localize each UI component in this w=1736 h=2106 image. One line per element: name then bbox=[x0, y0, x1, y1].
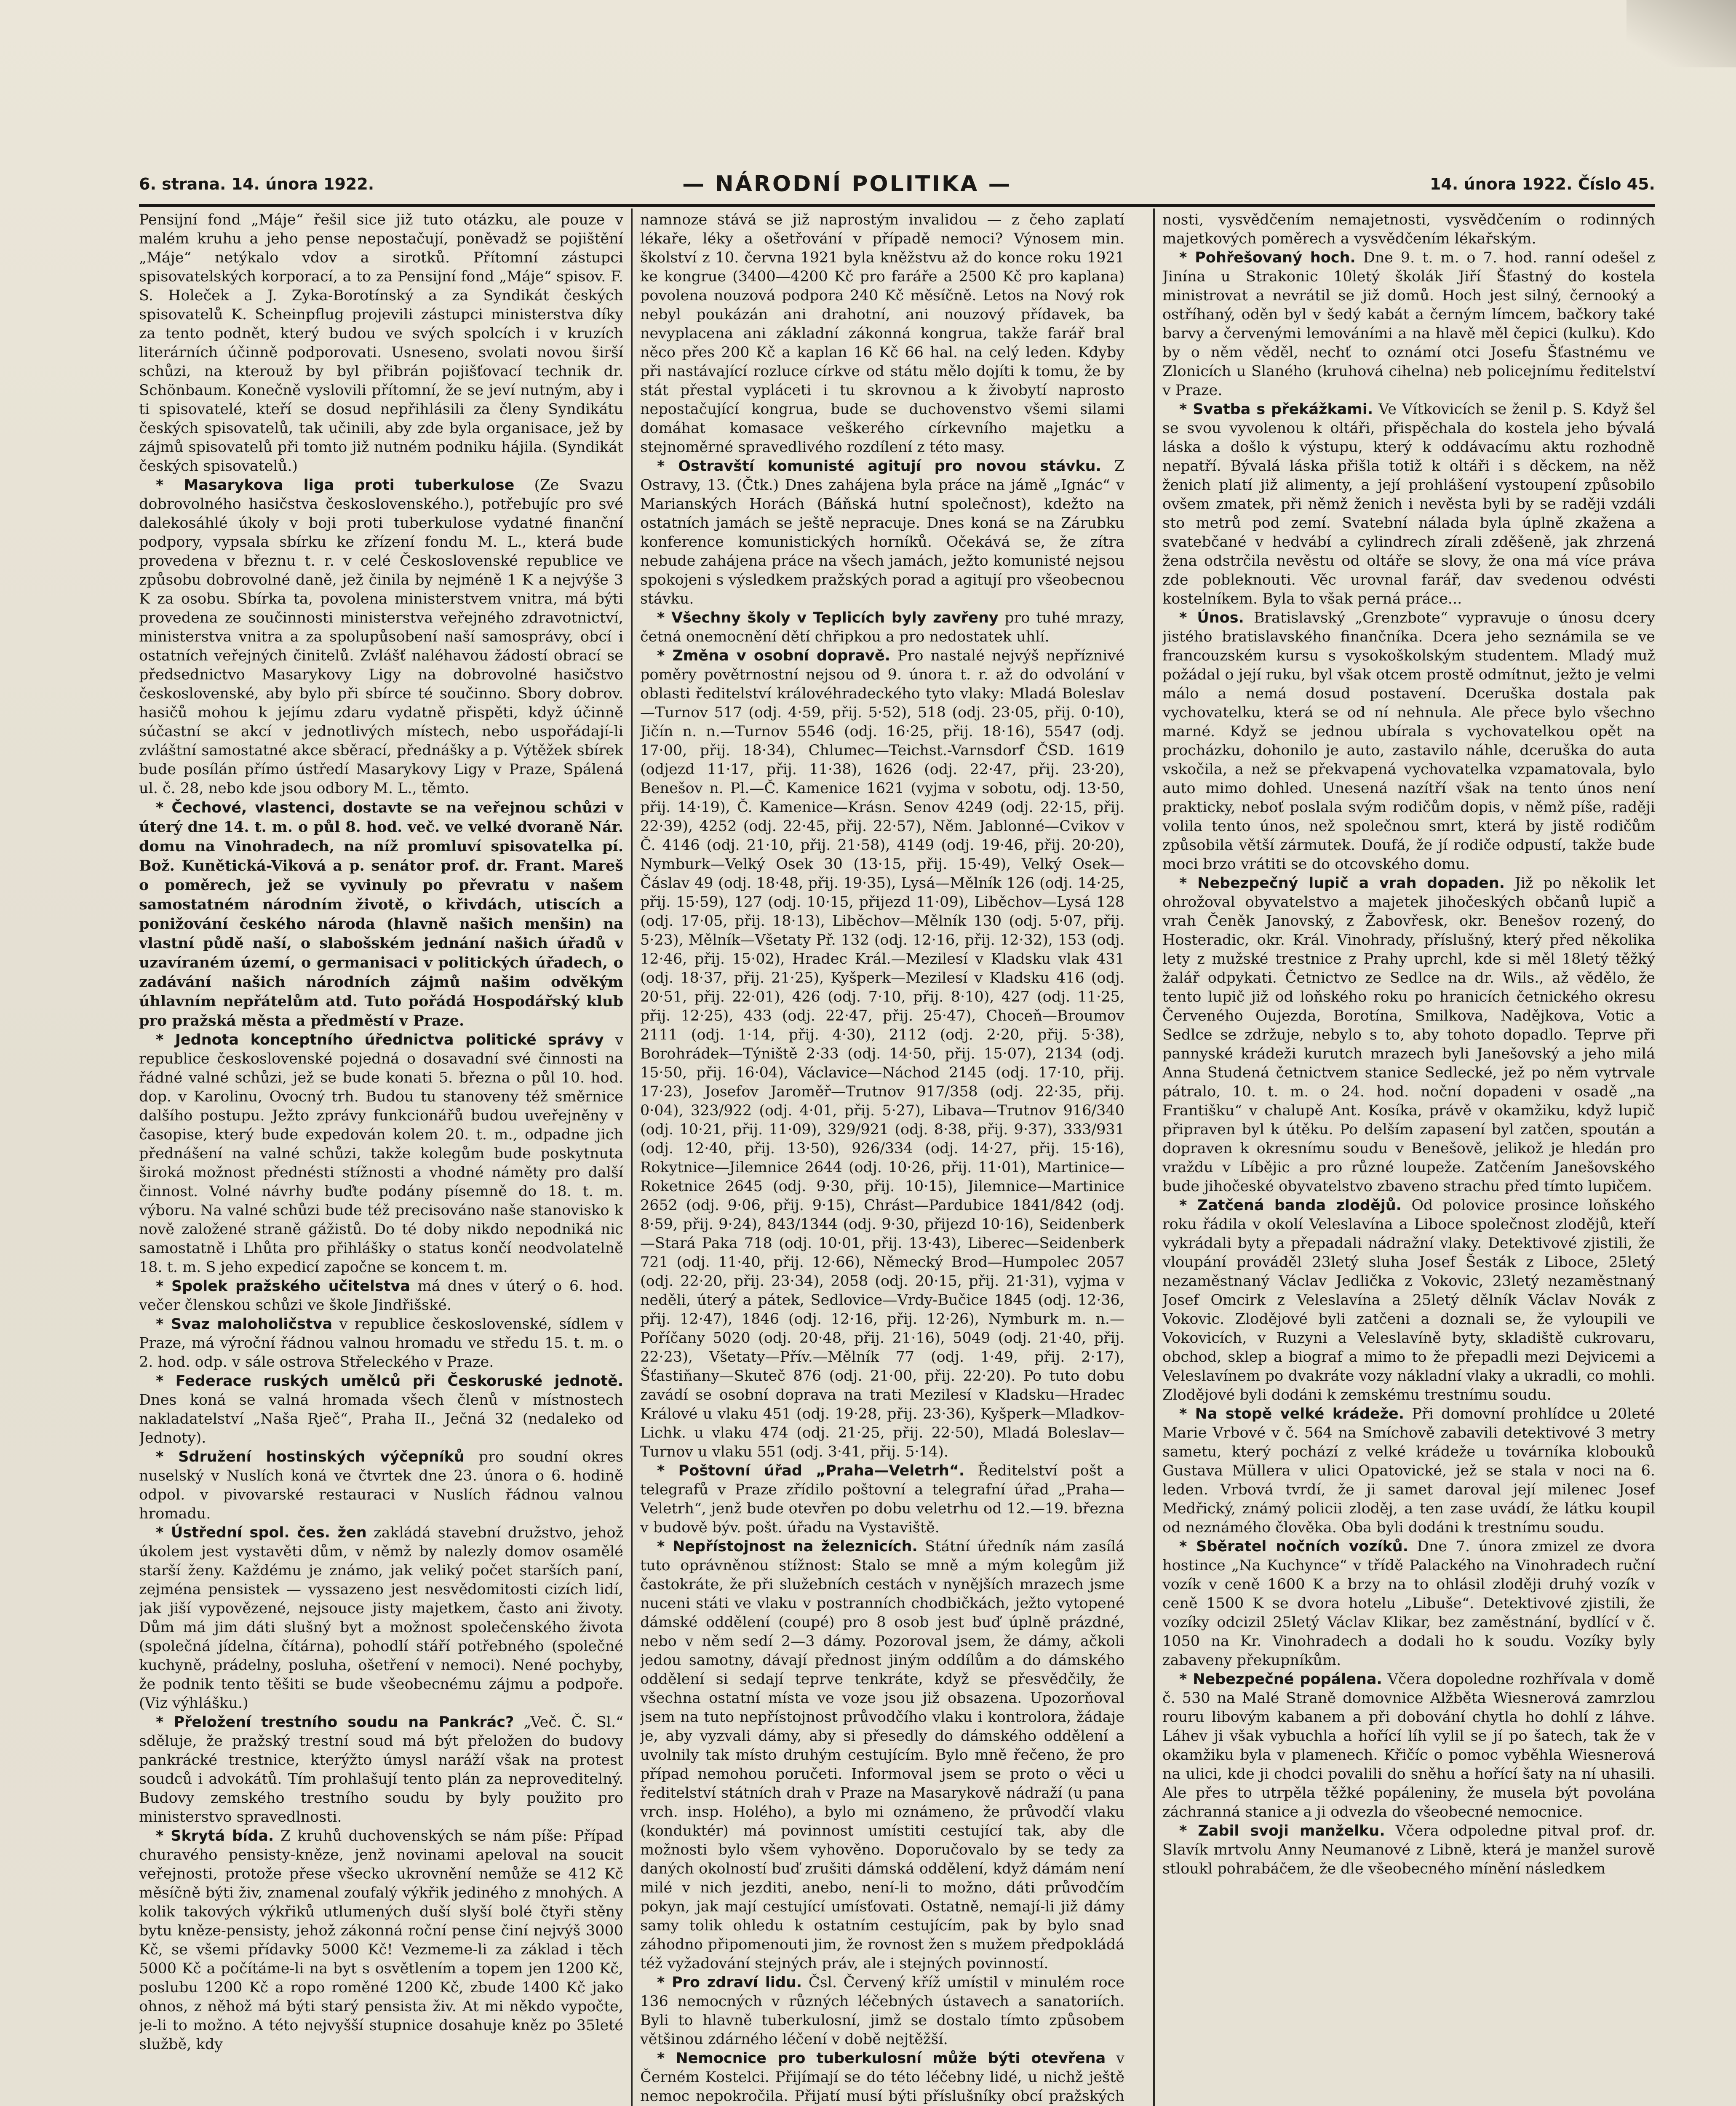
column-1 bbox=[139, 211, 623, 2106]
article-body: dostavte se na veřejnou schůzi v úterý dne 14. t. m. o půl 8. hod. več. ve velké dvoraně Nár. domu na Vinohradech, na níž promluví spisovatelka pí. Bož. Kunětická-Viková a p. senátor prof. dr. Frant. Mareš o poměrech, jež se vyvinuly po převratu v našem samostatném národním životě, o křivdách, utiscích a ponižování českého národa (hlavně našich menšin) na vlastní půdě naší, o slabošském jednání našich úřadů v uzavíraném území, o germanisaci v politických úřadech, o zadávání našich národních zájmů našim odvěkým úhlavním nepřátelům atd. Tuto pořádá Hospodářský klub pro pražská města a předměstí v Praze. bbox=[139, 799, 623, 1029]
article-skryta-bida bbox=[139, 1827, 623, 2054]
article-body: pro tuhé mrazy, četná onemocnění dětí chřipkou a pro nedostatek uhlí. bbox=[640, 609, 1124, 645]
article-heading: * Sběratel nočních vozíků. bbox=[1179, 1538, 1408, 1555]
article-spolek-ucitelstva bbox=[139, 1277, 623, 1315]
article-body: v republice československé pojedná o dosavadní své činnosti na řádné valné schůzi, jež se bude konati 5. března o půl 10. hod. dop. v Karolinu, Ovocný trh. Budou tu stanoveny též směrnice dalšího postupu. Ježto zprávy funkcionářů budou uveřejněny v časopise, který bude expedován kolem 20. t. m., odpadne jich přednášení na valné schůzi, takže kolegům bude poskytnuta široká možnost přednésti stížnosti a vhodné náměty pro další činnost. Volné návrhy buďte podány písemně do 18. t. m. výboru. Na valné schůzi bude též precisováno naše stanovisko k nově založené straně gážistů. Do té doby nikdo nepodniká nic samostatně i Lhůta pro přihlášky o status končí neodvolatelně 18. t. m. S jeho expedicí započne se koncem t. m. bbox=[139, 1032, 623, 1276]
column-divider bbox=[1153, 208, 1155, 2106]
newspaper-title: — NÁRODNÍ POLITIKA — bbox=[682, 171, 1012, 197]
article-heading: * Nebezpečné popálena. bbox=[1179, 1671, 1382, 1688]
article-body: (Ze Svazu dobrovolného hasičstva československého.), potřebujíc pro své dalekosáhlé úkoly v boji proti tuberkulose vydatné finanční podpory, vypsala sbírku ke zřízení fondu M. L., která bude provedena v březnu t. r. v celé Československé republice ve způsobu dobrovolné daně, jež činila by nejméně 1 K a nejvýše 3 K za osobu. Sbírka ta, povolena ministerstvem vnitra, má býti provedena ze součinnosti ministerstva veřejného zdravotnictví, ministerstva vnitra a za spolupůsobení naší samosprávy, obcí i ostatních veřejných činitelů. Zvlášť naléhavou žádostí obrací se předsednictvo Masarykovy Ligy na dobrovolné hasičstvo československé, aby bylo při sbírce té součinno. Sbory dobrov. hasičů mohou k jejímu zdaru vydatně přispěti, když účinně súčastní se akcí v jednotlivých místech, nebo uspořádají-li zvláštní samostatné akce sběrací, přednášky a p. Výtěžek sbírek bude posílán přímo ústředí Masarykovy Ligy v Praze, Spálená ul. č. 28, nebo kde jsou odbory M. L., těmto. bbox=[139, 477, 623, 797]
page-label: 6. strana. 14. února 1922. bbox=[139, 175, 374, 193]
article-heading: * Nepřístojnost na železnicích. bbox=[657, 1538, 918, 1555]
article-svatba bbox=[1162, 400, 1655, 609]
article-body: „Več. Č. Sl.“ sděluje, že pražský trestní soud má být přeložen do budovy pankrácké trestnice, kterýžto úmysl naráží však na protest soudců i advokátů. Tím prohlašují tento plán za neproveditelný. Budovy zemského trestního soudu by byly použito pro ministerstvo spravedlnosti. bbox=[139, 1714, 623, 1825]
issue-date: 14. února 1922. Číslo 45. bbox=[1429, 175, 1655, 193]
article-ostravsti-komuniste bbox=[640, 457, 1124, 609]
article-heading: * Poštovní úřad „Praha—Veletrh“. bbox=[657, 1462, 965, 1479]
article-jednota-konceptniho bbox=[139, 1031, 623, 1277]
article-heading: * Spolek pražského učitelstva bbox=[156, 1278, 410, 1295]
page-fold-corner bbox=[1626, 0, 1736, 67]
article-continuation: nosti, vysvědčením nemajetnosti, vysvědčením o rodinných majetkových poměrech a vysvědčením lékařským. bbox=[1162, 211, 1655, 247]
article-body: pro soudní okres nuselský v Nuslích koná ve čtvrtek dne 23. února o 6. hodině odpol. v pivovarské restauraci v Nuslích řádnou valnou hromadu. bbox=[139, 1449, 623, 1522]
article-postovni-urad bbox=[640, 1462, 1124, 1537]
article-lupic-dopaden bbox=[1162, 874, 1655, 1196]
header-rule bbox=[139, 204, 1655, 207]
article-cechove-vlastenci bbox=[139, 798, 623, 1031]
article-body: Od polovice prosince loňského roku řádila v okolí Veleslavína a Liboce společnost zlodějů, kteří vykrádali byty a přepadali nádražní vlaky. Detektivové zjistili, že vloupání prováděl 23letý sluha Josef Šesták z Liboce, 25letý nezaměstnaný Václav Jedlička z Vokovic, 23letý nezaměstnaný Josef Omcirk z Veleslavína a 25letý dělník Václav Novák z Vokovic. Zlodějové byli zatčeni a doznali se, že vyloupili ve Vokovicích, v Ruzyni a Veleslavíně byty, skladiště cukrovaru, obchod, sklep a biograf a mimo to že přepadli mezi Dejvicemi a Veleslavínem po dvakráte vozy nákladní vlaky a ukradli, co mohli. Zlodějové byli dodáni k zemskému trestnímu soudu. bbox=[1162, 1197, 1655, 1403]
article-heading: * Pro zdraví lidu. bbox=[657, 1974, 802, 1991]
article-unos bbox=[1162, 609, 1655, 874]
article-body: Pro nastalé nejvýš nepříznivé poměry povětrnostní nejsou od 9. února t. r. až do odvolání v oblasti ředitelství královéhradeckého tyto vlaky: Mladá Boleslav—Turnov 517 (odj. 4·59, přij. 5·52), 518 (odj. 23·05, přij. 0·10), Jičín n. n.—Turnov 5546 (odj. 16·25, přij. 18·16), 5547 (odj. 17·00, přij. 18·34), Chlumec—Teichst.-Varnsdorf ČSD. 1619 (odjezd 11·17, přij. 11·38), 1626 (odj. 22·47, přij. 23·20), Benešov n. Pl.—Č. Kamenice 1621 (vyjma v sobotu, odj. 13·50, přij. 14·19), Č. Kamenice—Krásn. Senov 4249 (odj. 22·15, přij. 22·39), 4252 (odj. 22·45, přij. 22·57), Něm. Jablonné—Cvikov v Č. 4146 (odj. 21·10, přij. 21·58), 4149 (odj. 19·46, přij. 20·20), Nymburk—Velký Osek 30 (13·15, přij. 15·49), Velký Osek—Čáslav 49 (odj. 18·48, přij. 19·35), Lysá—Mělník 126 (odj. 14·25, přij. 15·59), 127 (odj. 10·15, přijezd 11·09), Liběchov—Lysá 128 (odj. 17·05, přij. 18·13), Liběchov—Mělník 130 (odj. 5·07, přij. 5·23), Mělník—Všetaty Př. 132 (odj. 12·16, přij. 12·32), 153 (odj. 12·46, přij. 15·02), Hradec Král.—Mezilesí v Kladsku vlak 431 (odj. 18·37, přij. 21·25), Kyšperk—Mezilesí v Kladsku 416 (odj. 20·51, přij. 22·01), 426 (odj. 7·10, přij. 8·10), 427 (odj. 11·25, přij. 12·25), 433 (odj. 22·47, přij. 25·47), Choceň—Broumov 2111 (odj. 1·14, přij. 4·30), 2112 (odj. 2·20, přij. 5·38), Borohrádek—Týniště 2·33 (odj. 14·50, přij. 15·07), 2134 (odj. 15·50, přij. 16·04), Václavice—Náchod 2145 (odj. 17·10, přij. 17·23), Josefov Jaroměř—Trutnov 917/358 (odj. 22·35, přij. 0·04), 323/922 (odj. 4·01, přij. 5·27), Libava—Trutnov 916/340 (odj. 10·21, přij. 11·09), 329/921 (odj. 8·38, přij. 9·37), 333/931 (odj. 12·40, přij. 13·50), 926/334 (odj. 14·27, přij. 15·16), Rokytnice—Jilemnice 2644 (odj. 10·26, přij. 11·01), Martinice—Roketnice 2645 (odj. 9·30, přij. 10·15), Jilemnice—Martinice 2652 (odj. 9·06, přij. 9·15), Chrást—Pardubice 1841/842 (odj. 8·59, přij. 9·24), 843/1344 (odj. 9·30, přijezd 10·16), Seidenberk—Stará Paka 718 (odj. 10·01, přij. 13·43), Liberec—Seidenberk 721 (odj. 11·40, přij. 12·66), Německý Brod—Humpolec 2057 (odj. 22·20, přij. 23·34), 2058 (odj. 20·15, přij. 21·31), vyjma v neděli, úterý a pátek, Sedlovice—Vrdy-Bučice 1845 (odj. 12·36, přij. 12·47), 1846 (odj. 12·16, přij. 12·26), Nymburk m. n.—Poříčany 5020 (odj. 20·48, přij. 21·16), 5049 (odj. 21·40, přij. 22·23), Všetaty—Přív.—Mělník 77 (odj. 1·49, přij. 2·17), Šťastiňany—Skuteč 876 (odj. 21·00, přij. 22·20). Po tuto dobu zavádí se osobní doprava na trati Mezilesí v Kladsku—Hradec Králové u vlaku 451 (odj. 19·28, přij. 23·36), Kyšperk—Mladkov-Lichk. u vlaku 474 (odj. 21·25, přij. 22·50), Mladá Boleslav—Turnov u vlaku 551 (odj. 3·41, přij. 5·14). bbox=[640, 647, 1124, 1460]
article-pro-zdravi-lidu bbox=[640, 1973, 1124, 2049]
article-sberatel-voziku bbox=[1162, 1537, 1655, 1670]
article-body: Čsl. Červený kříž umístil v minulém roce 136 nemocných v různých léčebných ústavech a sanatoriích. Byli to hlavně tuberkulosní, jimž se dostalo tímto způsobem většinou zdárného léčení v době nejtěžší. bbox=[640, 1974, 1124, 2048]
article-zmena-dopravy bbox=[640, 647, 1124, 1462]
article-body: Dne 9. t. m. o 7. hod. ranní odešel z Jinína u Strakonic 10letý školák Jiří Šťastný do kostela ministrovat a nevrátil se již domů. Hoch jest silný, černooký a ostříhaný, oděn byl v šedý kabát a černým límcem, bačkory také barvy a červenými lemováními a na hlavě měl čepici (kulku). Kdo by o něm věděl, nechť to oznámí otci Josefu Šťastnému ve Zlonicích u Slaného (kruhová cihelna) neb policejnímu ředitelství v Praze. bbox=[1162, 249, 1655, 399]
article-svaz-maloholicstva bbox=[139, 1315, 623, 1372]
article-body: v Černém Kostelci. Přijímají se do této léčebny lidé, u nichž ještě nemoc nepokročila. Přijatí musí býti příslušníky obcí pražských bbox=[640, 2050, 1124, 2105]
article-zabil-manzelku bbox=[1162, 1822, 1655, 1879]
article-heading: * Zatčená banda zlodějů. bbox=[1179, 1197, 1402, 1214]
article-heading: * Sdružení hostinských výčepníků bbox=[156, 1449, 465, 1465]
column-divider bbox=[631, 208, 633, 2106]
article-heading: * Ústřední spol. čes. žen bbox=[156, 1524, 367, 1541]
article-heading: * Zabil svoji manželku. bbox=[1179, 1823, 1385, 1839]
article-heading: * Skrytá bída. bbox=[156, 1828, 274, 1844]
article-body: Ředitelství pošt a telegrafů v Praze zřídilo poštovní a telegrafní úřad „Praha—Veletrh“, jenž bude otevřen po dobu veletrhu od 12.—19. března v budově býv. pošt. úřadu na Vystaviště. bbox=[640, 1462, 1124, 1536]
article-body: Dnes koná se valná hromada všech členů v místnostech nakladatelství „Naša Rječ“, Praha II., Ječná 32 (nedaleko od Jednoty). bbox=[139, 1392, 623, 1446]
article-heading: * Nebezpečný lupič a vrah dopaden. bbox=[1179, 875, 1505, 892]
article-heading: * Ostravští komunisté agitují pro novou stávku. bbox=[657, 458, 1101, 475]
column-2 bbox=[640, 211, 1124, 2106]
article-body: Při domovní prohlídce u 20leté Marie Vrbové v č. 564 na Smíchově zabavili detektivové 3 metry sametu, který pochází z velké krádeže u továrníka klobouků Gustava Müllera v ulici Opatovické, jež se stala v noci na 6. leden. Vrbová tvrdí, že ji samet daroval její milenec Josef Medřický, známý policii zloděj, a ten zase uvádí, že látku koupil od neznámého člověka. Oba byli dodáni k trestnímu soudu. bbox=[1162, 1406, 1655, 1536]
article-heading: * Pohřešovaný hoch. bbox=[1179, 249, 1356, 266]
article-popalena bbox=[1162, 1670, 1655, 1822]
article-heading: * Svatba s překážkami. bbox=[1179, 401, 1373, 418]
article-heading: * Na stopě velké krádeže. bbox=[1179, 1406, 1405, 1422]
page-header bbox=[139, 171, 1655, 204]
article-continuation: Pensijní fond „Máje“ řešil sice již tuto otázku, ale pouze v malém kruhu a jeho pense nepostačují, poněvadž se pojištění „Máje“ netýkalo vdov a sirotků. Přítomní zástupci spisovatelských korporací, a to za Pensijní fond „Máje“ spisov. F. S. Holeček a J. Zyka-Borotínský a za Syndikát českých spisovatelů K. Scheinpflug projevili zástupci ministerstva díky za tento podnět, který budou ve svých spolcích i v kruzích literárních účinně podporovati. Usneseno, svolati novou širší schůzi, na kterouž by byl přibrán pojišťovací technik dr. Schönbaum. Konečně vyslovili přítomní, že se jeví nutným, aby i ti spisovatelé, kteří se dosud nepřihlásili za členy Syndikátu českých spisovatelů, tak učinili, aby zde byla organisace, jež by zájmů spisovatelů při tomto již nutném podniku hájila. (Syndikát českých spisovatelů.) bbox=[139, 211, 623, 475]
article-nepristojnost bbox=[640, 1537, 1124, 1973]
article-heading: * Nemocnice pro tuberkulosní může býti otevřena bbox=[657, 2050, 1106, 2067]
article-heading: * Přeložení trestního soudu na Pankrác? bbox=[156, 1714, 514, 1731]
article-body: zakládá stavební družstvo, jehož úkolem jest vystavěti dům, v němž by nalezly domov osamělé starší ženy. Každému je známo, jak veliký počet starších paní, zejména pensistek — vyssazeno jest nesvědomitosti cizích lidí, jak jiší vypovězené, nejsouce jisty majetkem, často ani životy. Dům má jim dáti slušný byt a možnost společenského života (společná jídelna, čítárna), pohodlí stáří potřebného (společné kuchyně, prádelny, posluha, ošetření v nemoci). Nené pochyby, že podnik tento těšiti se bude všeobecnému zájmu a podpoře. (Viz výhlášku.) bbox=[139, 1524, 623, 1712]
column-3 bbox=[1162, 211, 1655, 2106]
article-body: má dnes v úterý o 6. hod. večer členskou schůzi ve škole Jindřišské. bbox=[139, 1278, 623, 1314]
article-masarykova-liga bbox=[139, 476, 623, 798]
article-heading: * Změna v osobní dopravě. bbox=[657, 647, 890, 664]
article-body: Včera odpoledne pitval prof. dr. Slavík mrtvolu Anny Neumanové z Libně, která je manžel surově stloukl pohrabáčem, že dle všeobecného mínění následkem bbox=[1162, 1823, 1655, 1877]
article-velka-kradez bbox=[1162, 1405, 1655, 1537]
article-banda-zlodeju bbox=[1162, 1196, 1655, 1405]
article-ustredni-spol-zen bbox=[139, 1523, 623, 1713]
article-pohresovany-hoch bbox=[1162, 249, 1655, 400]
article-nemocnice bbox=[640, 2049, 1124, 2106]
article-heading: * Jednota konceptního úřednictva politické správy bbox=[156, 1032, 604, 1048]
article-body: v republice československé, sídlem v Praze, má výroční řádnou valnou hromadu ve středu 15. t. m. o 2. hod. odp. v sále ostrova Střeleckého v Praze. bbox=[139, 1316, 623, 1371]
article-federace bbox=[139, 1372, 623, 1448]
article-body: Bratislavský „Grenzbote“ vypravuje o únosu dcery jistého bratislavského finančníka. Dcera jeho seznámila se ve francouzském kursu s vysokoškolským studentem. Mladý muž požádal o její ruku, byl však otcem prostě odmítnut, ježto je velmi málo a nemá dosud postavení. Dceruška dostala pak vychovatelku, která se od ní nehnula. Ale přece bylo všechno marné. Když se jednou ubírala s vychovatelkou opět na procházku, dohonilo je auto, zastavilo náhle, dceruška do auta vskočila, a než se překvapená vychovatelka vzpamatovala, bylo auto mimo dohled. Unesená nazítří však na tento únos není prakticky, neboť poslala svým rodičům dopis, v němž píše, raději volila tento únos, než společnou smrt, která by jistě rodičům způsobila větší zármutek. Doufá, že jí rodiče odpustí, takže bude moci brzo vrátiti se do otcovského domu. bbox=[1162, 609, 1655, 873]
article-body: Včera dopoledne rozhřívala v domě č. 530 na Malé Straně domovnice Alžběta Wiesnerová zamrzlou rouru libovým kabanem a při dobování chytla ho dohlí z láhve. Láhev ji však vybuchla a hořící líh vylil se jí po šatech, tak že v okamžiku byla v plamenech. Křičíc o pomoc vyběhla Wiesnerová na ulici, kde ji chodci povalili do sněhu a hořící šaty na ní uhasili. Ale přes to utrpěla těžké popáleniny, že musela být povolána záchranná stanice a ji odvezla do všeobecné nemocnice. bbox=[1162, 1671, 1655, 1820]
article-body: Z kruhů duchovenských se nám píše: Případ churavého pensisty-kněze, jenž novinami apeloval na soucit veřejnosti, protože přese všecko ukrovnění nemůže se 412 Kč měsíčně býti živ, znamenal zoufalý výkřik jediného z mnohých. A kolik takových výkřiků utlumených duší slyší bolé čtyři stěny bytu kněze-pensisty, jehož zákonná roční pense činí nejvýš 3000 Kč, se všemi přídavky 5000 Kč! Vezmeme-li za základ i těch 5000 Kč a počítáme-li na byt s osvětlením a topem jen 1200 Kč, poslubu 1200 Kč a ropo roměné 1200 Kč, zbude 1400 Kč jako ohnos, z něhož má býti starý pensista živ. At mi někdo vypočte, je-li to možno. A této nejvyšší stupnice dosahuje kněz po 35leté službě, kdy bbox=[139, 1828, 623, 2053]
article-heading: * Únos. bbox=[1179, 609, 1244, 626]
article-heading: * Federace ruských umělců při Českoruské jednotě. bbox=[156, 1373, 623, 1390]
article-body: Státní úředník nám zasílá tuto oprávněnou stížnost: Stalo se mně a mým kolegům již častokráte, že při služebních cestách v nynějších mrazech jsme nuceni státi ve vlaku v postranních chodbičkách, ježto vytopené dámské oddělení (coupé) pro 8 osob jest buď úplně prázdné, nebo v něm sedí 2—3 dámy. Pozoroval jsem, že dámy, ačkoli jedou samotny, dávají přednost jiným oddílům a do dámského oddělení si sedají teprve tenkráte, když se přesvědčily, že všechna ostatní místa ve voze jsou již obsazena. Upozorňoval jsem na tuto nepřístojnost průvodčího vlaku i kontrolora, žádaje je, aby vyzvali dámy, aby si přesedly do dámského oddělení a uvolnily tak místo druhým cestujícím. Bylo mně řečeno, že pro případ nemohou poručeti. Informoval jsem se proto o věci u ředitelství státních drah v Praze na Masarykově nádraží (u pana vrch. insp. Holého), a bylo mi oznámeno, že průvodčí vlaku (konduktér) má povinnost umístiti cestující tak, aby dle možnosti bylo všem vyhověno. Doporučovalo by se tedy za daných okolností buď zrušiti dámská oddělení, když dámám není milé v nich jezditi, anebo, není-li to možno, dáti průvodčím pokyn, jak mají cestující umísťovati. Ostatně, nemají-li již dámy samy tolik ohledu k ostatním cestujícím, pak by bylo snad záhodno připomenouti jim, že rovnost žen s mužem předpokládá též vyžadování stejných práv, ale i stejných povinností. bbox=[640, 1538, 1124, 1972]
article-heading: * Svaz maloholičstva bbox=[156, 1316, 333, 1333]
article-sdruzeni-hostinskych bbox=[139, 1448, 623, 1523]
article-prelozeni-soudu bbox=[139, 1713, 623, 1827]
article-body: Z Ostravy, 13. (Čtk.) Dnes zahájena byla práce na jámě „Ignác“ v Marianských Horách (Báňská hutní společnost), kdežto na ostatních jamách se ještě nepracuje. Dnes koná se na Zárubku konference komunistických horníků. Očekává se, že zítra nebude zahájena práce na všech jamách, ježto komunisté nejsou spokojeni s výsledkem pražských porad a agitují pro všeobecnou stávku. bbox=[640, 458, 1124, 607]
article-body: Již po několik let ohrožoval obyvatelstvo a majetek jihočeských občanů lupič a vrah Čeněk Janovský, z Žabovřesk, okr. Benešov rozený, do Hosteradic, okr. Král. Vinohrady, příslušný, který před několika lety z mužské trestnice z Prahy uprchl, kde si měl 18letý těžký žalář odpykati. Četnictvo ze Sedlce na dr. Wils., až vědělo, že tento lupič již od loňského roku po hranicích četnického okresu Červeného Oujezda, Borotína, Smilkova, Nadějkova, Votic a Sedlce se zdržuje, nebylo s to, aby tohoto dopadlo. Teprve při pannyské krádeži kurutch mrazech byli Janešovský a jeho milá Anna Studená četnictvem stanice Sedlecké, jež po něm vytrvale pátralo, 10. t. m. o 24. hod. noční dopadeni v osadě „na Františku“ v chalupě Ant. Kosíka, právě v okamžiku, když lupič připraven byl k útěku. Po delším zapasení byl zatčen, spoután a dopraven k okresnímu soudu v Benešově, jelikož je hledán pro vraždu v Líbějic a pro různé loupeže. Zatčením Janešovského bude jihočeské obyvatelstvo zbaveno strachu před tímto lupičem. bbox=[1162, 875, 1655, 1195]
article-heading: * Všechny školy v Teplicích byly zavřeny bbox=[657, 609, 999, 626]
article-body: Ve Vítkovicích se ženil p. S. Když šel se svou vyvolenou k oltáři, přispěchala do kostela jeho bývalá láska a došlo k výstupu, který k oddávacímu aktu rozhodně nepatří. Bývalá láska přišla totiž k oltáři i s děckem, na něž ženich platí již alimenty, a její prohlášení vystoupení způsobilo ovšem zmatek, při němž ženich i nevěsta byli by se raději vzdáli sto metrů pod zemí. Svatební nálada byla úplně zkažena a svatebčané v hedvábí a cylindrech zírali zděšeně, jak zhrzená žena odstrčila nevěstu od oltáře se slovy, že ona má více práva zde pobleknouti. Věc urovnal farář, dav svedenou odvésti kostelníkem. Byla to však perná práce... bbox=[1162, 401, 1655, 607]
article-continuation: namnoze stává se již naprostým invalidou — z čeho zaplatí lékaře, léky a ošetřování v případě nemoci? Výnosem min. školství z 10. června 1921 byla kněžstvu až do konce roku 1921 ke kongrue (3400—4200 Kč pro faráře a 2500 Kč pro kaplana) povolena nouzová podpora 240 Kč měsíčně. Letos na Nový rok nebyl poukázán ani drahotní, ani nouzový přídavek, ba nevyplacena ani základní zákonná kongrua, takže farář bral něco přes 200 Kč a kaplan 16 Kč 66 hal. na celý leden. Kdyby při nastávající rozluce církve od státu mělo dojíti k tomu, že by stát přestal vypláceti i tu skrovnou a k živobytí naprosto nepostačující kongrua, bude se duchovenstvo všemi silami domáhat komasace veškerého církevního majetku a stejnoměrné spravedlivého rozdílení z této masy. bbox=[640, 211, 1124, 456]
article-skoly-teplice bbox=[640, 609, 1124, 647]
article-body: Dne 7. února zmizel ze dvora hostince „Na Kuchynce“ v třídě Palackého na Vinohradech ruční vozík v ceně 1600 K a brzy na to ohlásil zloději druhý vozík v ceně 1500 K se dvora hotelu „Libuše“. Detektivové zjistili, že vozíky odcizil 25letý Václav Klikar, bez zaměstnání, bydlící v č. 1050 na Kr. Vinohradech a dodali ho k soudu. Vozíky byly zabaveny překupníkům. bbox=[1162, 1538, 1655, 1669]
article-heading: * Čechové, vlastenci, bbox=[156, 799, 336, 816]
article-heading: * Masarykova liga proti tuberkulose bbox=[156, 477, 515, 494]
